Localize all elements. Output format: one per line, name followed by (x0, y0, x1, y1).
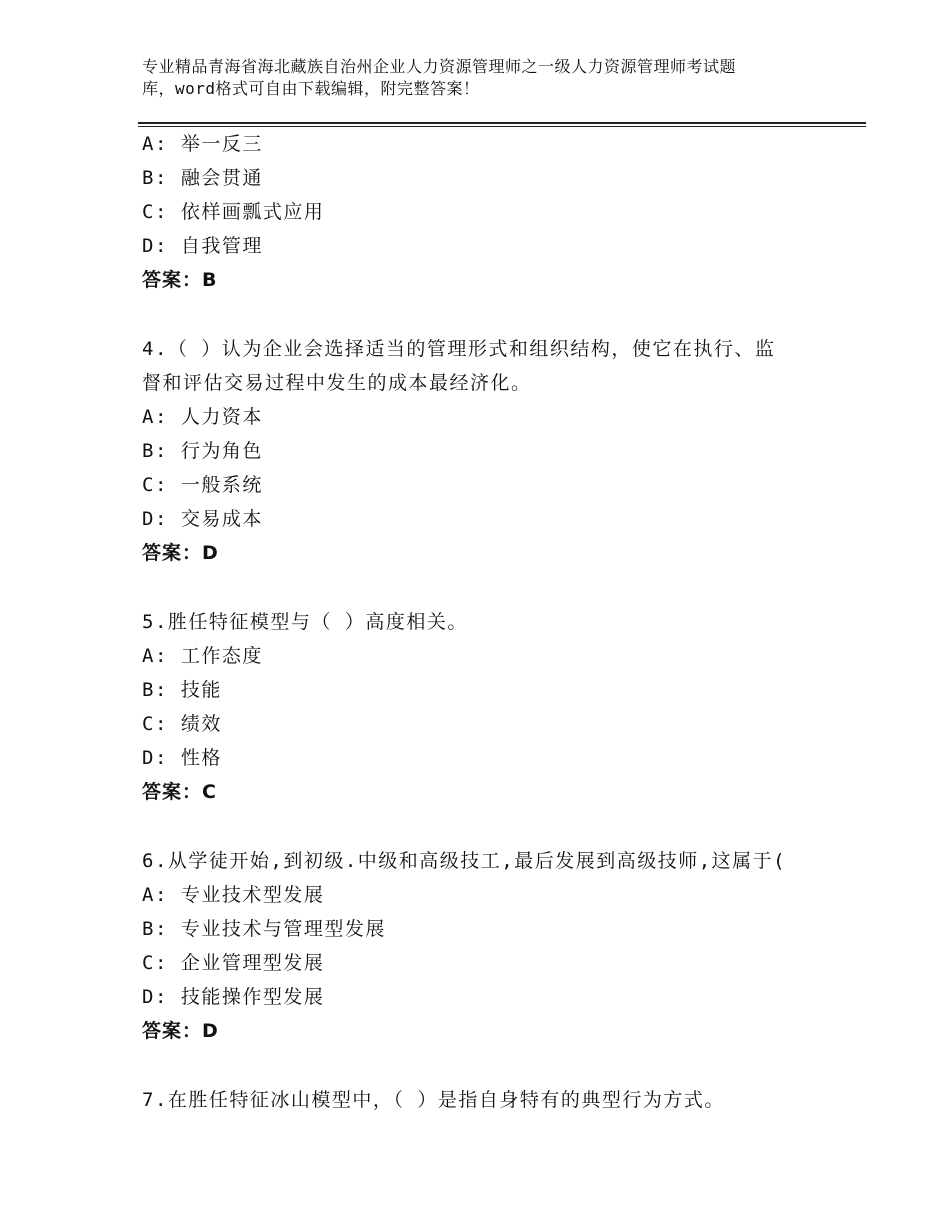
spacer (142, 297, 842, 332)
option-a: A: 工作态度 (142, 645, 263, 667)
question-block (142, 1083, 842, 1117)
question-text-line: 7.在胜任特征冰山模型中，（ ）是指自身特有的典型行为方式。 (142, 1089, 725, 1111)
answer-label: 答案：B (142, 269, 218, 291)
question-block (142, 332, 842, 570)
question-text-line: 督和评估交易过程中发生的成本最经济化。 (142, 372, 532, 394)
spacer (142, 570, 842, 605)
header-line-2: 库，word格式可自由下载编辑，附完整答案！ (142, 79, 480, 98)
option-d: D: 交易成本 (142, 508, 263, 530)
question-text-line: 6.从学徒开始,到初级.中级和高级技工,最后发展到高级技师,这属于( (142, 850, 787, 872)
option-b: B: 行为角色 (142, 440, 263, 462)
option-c: C: 依样画瓢式应用 (142, 201, 325, 223)
document-header (142, 56, 842, 100)
option-c: C: 企业管理型发展 (142, 952, 325, 974)
option-a: A: 专业技术型发展 (142, 884, 325, 906)
question-block (142, 844, 842, 1048)
option-c: C: 一般系统 (142, 474, 263, 496)
answer-label: 答案：D (142, 1020, 219, 1042)
question-text-line: 4.（ ）认为企业会选择适当的管理形式和组织结构，使它在执行、监 (142, 338, 776, 360)
option-b: B: 融会贯通 (142, 167, 263, 189)
spacer (142, 809, 842, 844)
header-rule-thick (138, 122, 866, 124)
question-block (142, 605, 842, 809)
spacer (142, 1048, 842, 1083)
question-text-line: 5.胜任特征模型与（ ）高度相关。 (142, 611, 468, 633)
option-d: D: 技能操作型发展 (142, 986, 325, 1008)
option-a: A: 人力资本 (142, 406, 263, 428)
option-c: C: 绩效 (142, 713, 222, 735)
answer-label: 答案：D (142, 542, 219, 564)
option-d: D: 性格 (142, 747, 222, 769)
header-line-1: 专业精品青海省海北藏族自治州企业人力资源管理师之一级人力资源管理师考试题 (142, 57, 737, 76)
option-d: D: 自我管理 (142, 235, 263, 257)
question-block (142, 127, 842, 297)
answer-label: 答案：C (142, 781, 217, 803)
option-b: B: 技能 (142, 679, 222, 701)
option-a: A: 举一反三 (142, 133, 263, 155)
question-list (142, 127, 842, 1117)
option-b: B: 专业技术与管理型发展 (142, 918, 386, 940)
